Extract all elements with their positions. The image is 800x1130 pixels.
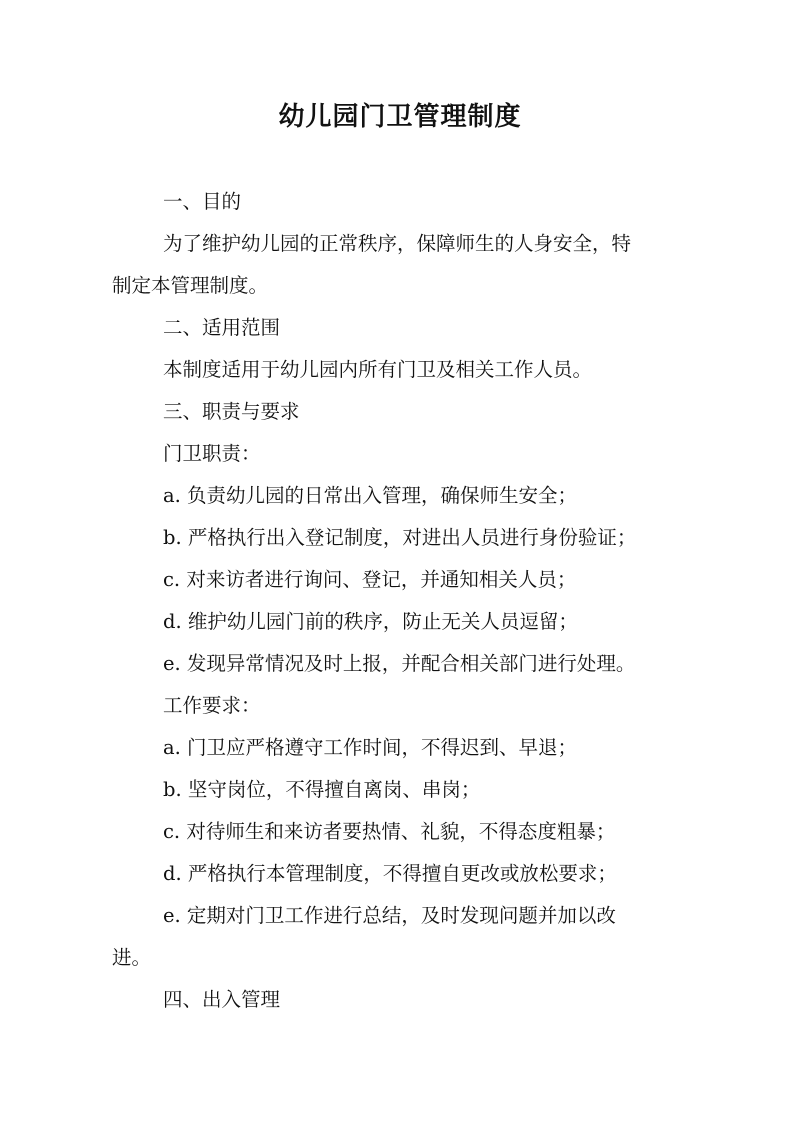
- paragraph-line: 制定本管理制度。: [112, 274, 269, 297]
- list-item: e. 发现异常情况及时上报，并配合相关部门进行处理。: [163, 652, 636, 675]
- section-heading-duties: 三、职责与要求: [163, 400, 300, 423]
- list-item: c. 对来访者进行询问、登记，并通知相关人员；: [163, 568, 577, 591]
- list-item-continuation: 进。: [112, 946, 152, 969]
- subheading-work-requirements: 工作要求：: [163, 694, 261, 717]
- list-item: b. 严格执行出入登记制度，对进出人员进行身份验证；: [163, 526, 637, 549]
- list-item: e. 定期对门卫工作进行总结，及时发现问题并加以改: [163, 904, 616, 927]
- section-heading-access: 四、出入管理: [163, 988, 281, 1011]
- list-item: d. 维护幼儿园门前的秩序，防止无关人员逗留；: [163, 610, 578, 633]
- paragraph-line: 为了维护幼儿园的正常秩序，保障师生的人身安全，特: [163, 232, 632, 255]
- document-title: 幼儿园门卫管理制度: [278, 102, 522, 132]
- section-heading-purpose: 一、目的: [163, 190, 242, 213]
- subheading-guard-duties: 门卫职责：: [163, 442, 261, 465]
- list-item: d. 严格执行本管理制度，不得擅自更改或放松要求；: [163, 862, 617, 885]
- paragraph-line: 本制度适用于幼儿园内所有门卫及相关工作人员。: [163, 358, 593, 381]
- list-item: c. 对待师生和来访者要热情、礼貌，不得态度粗暴；: [163, 820, 616, 843]
- section-heading-scope: 二、适用范围: [163, 316, 281, 339]
- list-item: b. 坚守岗位，不得擅自离岗、串岗；: [163, 778, 481, 801]
- list-item: a. 门卫应严格遵守工作时间，不得迟到、早退；: [163, 736, 578, 759]
- list-item: a. 负责幼儿园的日常出入管理，确保师生安全；: [163, 484, 578, 507]
